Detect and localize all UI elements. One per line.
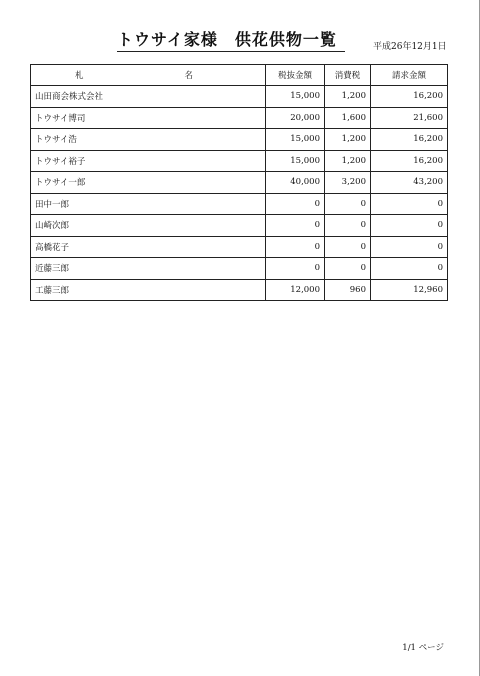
table-row — [31, 86, 448, 108]
row-total-amount: 16,200 — [371, 150, 448, 172]
row-name: 山田商会株式会社 — [31, 86, 266, 108]
row-net-amount: 40,000 — [266, 172, 325, 194]
row-total-amount: 0 — [371, 193, 448, 215]
table-row — [31, 279, 448, 301]
row-tax: 3,200 — [325, 172, 371, 194]
row-tax: 0 — [325, 193, 371, 215]
header-total-amount: 請求金額 — [371, 65, 448, 86]
table-row — [31, 236, 448, 258]
page-number: 1/1 ページ — [402, 643, 444, 653]
row-net-amount: 15,000 — [266, 129, 325, 151]
table-row — [31, 129, 448, 151]
table-row — [31, 172, 448, 194]
row-name: トウサイ一郎 — [31, 172, 266, 194]
header-net-amount: 税抜金額 — [266, 65, 325, 86]
row-name: 山崎次郎 — [31, 215, 266, 237]
row-name: 工藤三郎 — [31, 279, 266, 301]
document-date: 平成26年12月1日 — [373, 42, 447, 52]
row-tax: 1,200 — [325, 86, 371, 108]
row-tax: 1,600 — [325, 107, 371, 129]
row-net-amount: 12,000 — [266, 279, 325, 301]
table-row — [31, 258, 448, 280]
row-tax: 1,200 — [325, 150, 371, 172]
table-row — [31, 150, 448, 172]
row-tax: 960 — [325, 279, 371, 301]
table-row — [31, 107, 448, 129]
row-tax: 0 — [325, 258, 371, 280]
row-total-amount: 21,600 — [371, 107, 448, 129]
row-name: 近藤三郎 — [31, 258, 266, 280]
row-total-amount: 0 — [371, 258, 448, 280]
row-name: 田中一郎 — [31, 193, 266, 215]
row-net-amount: 15,000 — [266, 150, 325, 172]
table-row — [31, 215, 448, 237]
row-tax: 1,200 — [325, 129, 371, 151]
table-header-row — [31, 65, 448, 86]
row-net-amount: 20,000 — [266, 107, 325, 129]
row-net-amount: 0 — [266, 236, 325, 258]
row-total-amount: 12,960 — [371, 279, 448, 301]
row-total-amount: 0 — [371, 215, 448, 237]
row-total-amount: 0 — [371, 236, 448, 258]
header-name: 札 名 — [31, 65, 266, 86]
row-name: トウサイ裕子 — [31, 150, 266, 172]
row-name: 高橋花子 — [31, 236, 266, 258]
row-net-amount: 0 — [266, 258, 325, 280]
document-title: トウサイ家様 供花供物一覧 — [117, 31, 345, 52]
row-total-amount: 43,200 — [371, 172, 448, 194]
row-total-amount: 16,200 — [371, 86, 448, 108]
offering-list-table — [30, 64, 448, 301]
row-net-amount: 0 — [266, 193, 325, 215]
row-net-amount: 15,000 — [266, 86, 325, 108]
header-tax: 消費税 — [325, 65, 371, 86]
row-tax: 0 — [325, 215, 371, 237]
row-name: トウサイ博司 — [31, 107, 266, 129]
row-total-amount: 16,200 — [371, 129, 448, 151]
table-row — [31, 193, 448, 215]
row-net-amount: 0 — [266, 215, 325, 237]
row-tax: 0 — [325, 236, 371, 258]
row-name: トウサイ浩 — [31, 129, 266, 151]
